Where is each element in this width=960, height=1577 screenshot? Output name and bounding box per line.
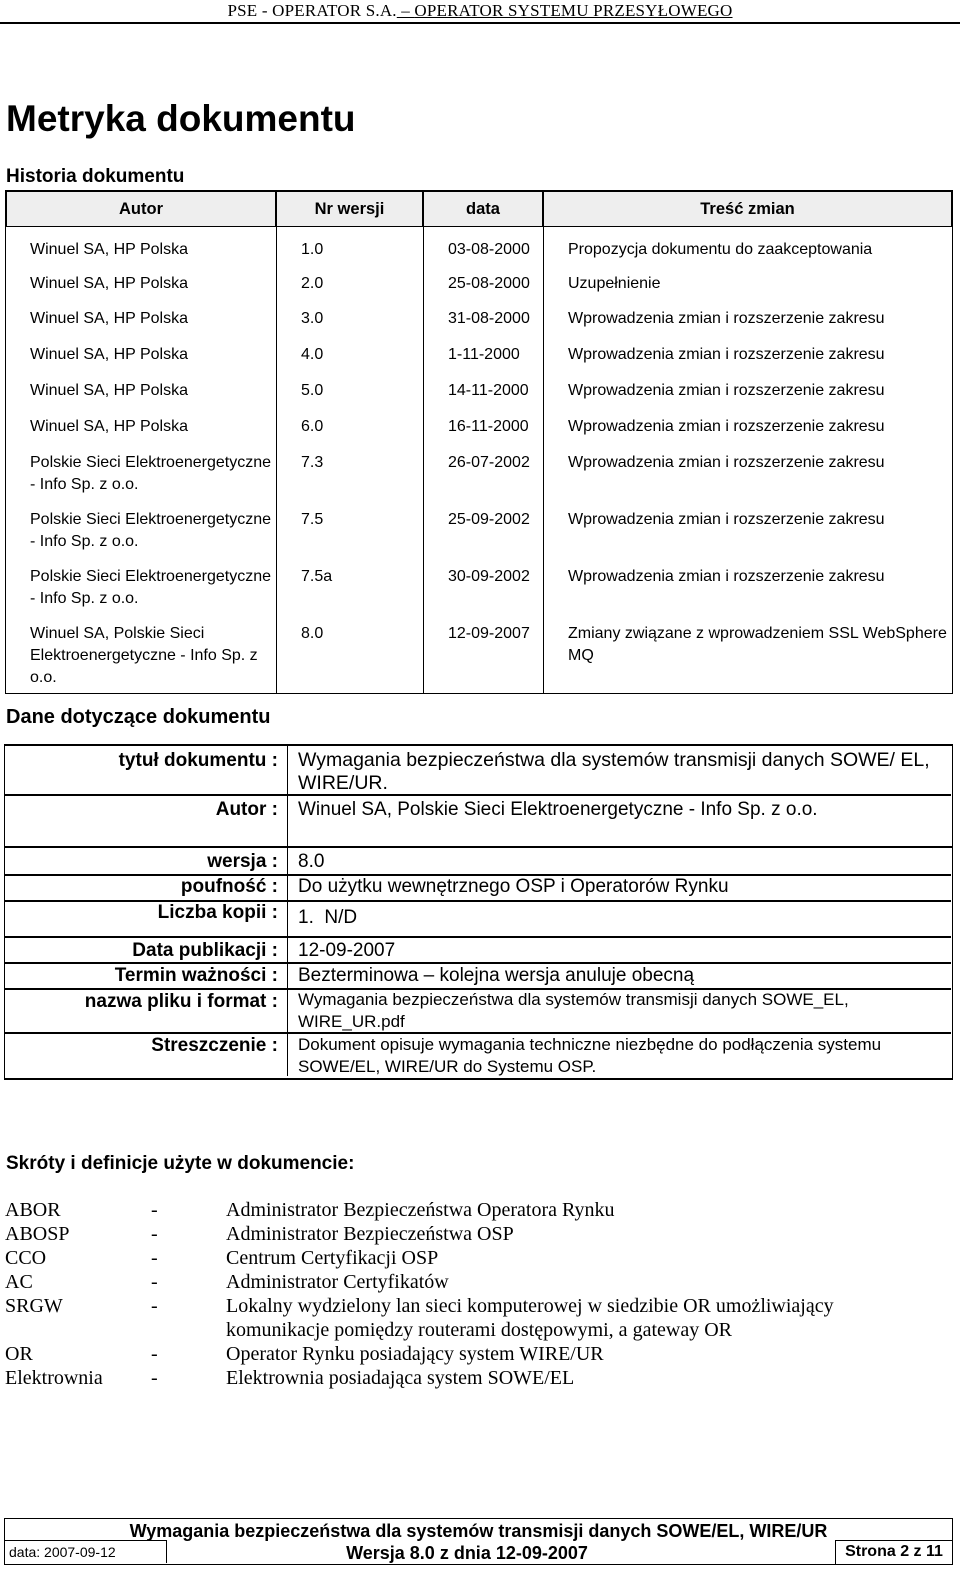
cell-author: Polskie Sieci Elektroenergetyczne - Info Sp. z o.o. (30, 568, 272, 607)
filename-value: Wymagania bezpieczeństwa dla systemów transmisji danych SOWE_EL, WIRE_UR.pdf (298, 990, 849, 1031)
header-company: PSE - OPERATOR S.A. (227, 1, 397, 20)
abbr-dash: - (151, 1223, 158, 1245)
cell-version: 2.0 (276, 265, 423, 300)
cell-version: 3.0 (276, 300, 423, 336)
abbr-dash: - (151, 1343, 158, 1365)
cell-author: Polskie Sieci Elektroenergetyczne - Info Sp. z o.o. (30, 511, 272, 550)
cell-changes: Uzupełnienie (543, 265, 952, 300)
cell-author: Winuel SA, HP Polska (30, 418, 188, 435)
cell-date: 31-08-2000 (423, 300, 543, 336)
confidentiality-value: Do użytku wewnętrznego OSP i Operatorów Rynku (298, 876, 729, 897)
abbr-dash: - (151, 1295, 158, 1317)
table-row (6, 336, 952, 372)
cell-changes: Wprowadzenia zmian i rozszerzenie zakresu (543, 408, 952, 444)
document-data-heading: Dane dotyczące dokumentu (6, 706, 271, 728)
footer-date: data: 2007-09-12 (5, 1540, 167, 1563)
cell-version: 7.5a (276, 558, 423, 615)
cell-version: 7.3 (276, 444, 423, 501)
cell-changes: Wprowadzenia zmian i rozszerzenie zakresu (543, 372, 952, 408)
table-row (6, 300, 952, 336)
abbr-definition: Administrator Bezpieczeństwa Operatora Rynku (226, 1199, 615, 1221)
cell-author: Polskie Sieci Elektroenergetyczne - Info Sp. z o.o. (30, 454, 272, 493)
col-header-date: data (423, 191, 543, 227)
table-row (6, 227, 952, 265)
table-row (6, 558, 952, 615)
footer-page-number: Strona 2 z 11 (835, 1540, 952, 1564)
cell-date: 14-11-2000 (423, 372, 543, 408)
abbr-dash: - (151, 1271, 158, 1293)
cell-version: 4.0 (276, 336, 423, 372)
cell-version: 6.0 (276, 408, 423, 444)
table-row (6, 372, 952, 408)
header-separator: – (396, 1, 415, 20)
cell-version: 7.5 (276, 501, 423, 558)
author-label: Autor : (215, 799, 278, 820)
cell-changes: Wprowadzenia zmian i rozszerzenie zakresu (543, 558, 952, 615)
version-label: wersja : (207, 851, 278, 872)
cell-changes: Propozycja dokumentu do zaakceptowania (543, 227, 952, 265)
table-row (6, 615, 952, 693)
abbr-term: CCO (5, 1247, 47, 1269)
abbr-term: OR (5, 1343, 33, 1365)
cell-changes: Wprowadzenia zmian i rozszerzenie zakresu (543, 444, 952, 501)
table-row (6, 408, 952, 444)
abbr-term: SRGW (5, 1295, 63, 1317)
col-header-author: Autor (6, 191, 276, 227)
abbr-term: ABOR (5, 1199, 61, 1221)
abbr-dash: - (151, 1199, 158, 1221)
divider (4, 794, 951, 796)
cell-author: Winuel SA, HP Polska (30, 382, 188, 399)
cell-author: Winuel SA, HP Polska (30, 275, 188, 292)
divider (4, 962, 951, 964)
abbr-definition: Administrator Certyfikatów (226, 1271, 449, 1293)
summary-label: Streszczenie : (151, 1035, 278, 1056)
cell-changes: Zmiany związane z wprowadzeniem SSL WebSphere MQ (543, 615, 952, 693)
col-header-version: Nr wersji (276, 191, 423, 227)
divider (287, 794, 288, 844)
header-text (0, 1, 960, 21)
title-value: Wymagania bezpieczeństwa dla systemów transmisji danych SOWE/ EL, WIRE/UR. (298, 749, 930, 794)
cell-date: 12-09-2007 (423, 615, 543, 693)
page-title: Metryka dokumentu (6, 98, 356, 139)
table-row (6, 265, 952, 300)
history-header-row (6, 191, 952, 227)
header-subtitle: OPERATOR SYSTEMU PRZESYŁOWEGO (414, 1, 733, 20)
cell-author: Winuel SA, HP Polska (30, 310, 188, 327)
title-label: tytuł dokumentu : (118, 750, 278, 771)
divider (287, 746, 288, 794)
summary-value: Dokument opisuje wymagania techniczne niezbędne do podłączenia systemu SOWE/EL, WIRE/UR do Systemu OSP. (298, 1035, 882, 1076)
cell-date: 25-08-2000 (423, 265, 543, 300)
footer-title: Wymagania bezpieczeństwa dla systemów transmisji danych SOWE/EL, WIRE/UR (129, 1521, 828, 1541)
abbreviations-heading: Skróty i definicje użyte w dokumencie: (6, 1153, 355, 1174)
cell-author: Winuel SA, HP Polska (30, 346, 188, 363)
cell-changes: Wprowadzenia zmian i rozszerzenie zakresu (543, 501, 952, 558)
divider (287, 844, 288, 1076)
table-row (6, 501, 952, 558)
divider (4, 900, 951, 902)
cell-version: 8.0 (276, 615, 423, 693)
version-value: 8.0 (298, 851, 325, 872)
cell-date: 03-08-2000 (423, 227, 543, 265)
cell-author: Winuel SA, HP Polska (30, 241, 188, 258)
abbr-term: ABOSP (5, 1223, 70, 1245)
copies-label: Liczba kopii : (157, 902, 278, 923)
col-header-changes: Treść zmian (543, 191, 952, 227)
table-row (6, 444, 952, 501)
cell-version: 5.0 (276, 372, 423, 408)
validity-value: Bezterminowa – kolejna wersja anuluje obecną (298, 965, 695, 986)
cell-date: 30-09-2002 (423, 558, 543, 615)
abbr-dash: - (151, 1247, 158, 1269)
page-header (0, 0, 960, 24)
page-footer (4, 1518, 953, 1565)
cell-version: 1.0 (276, 227, 423, 265)
footer-version: Wersja 8.0 z dnia 12-09-2007 (346, 1543, 588, 1563)
cell-author: Winuel SA, Polskie Sieci Elektroenergetyczne - Info Sp. z o.o. (30, 625, 258, 686)
pubdate-label: Data publikacji : (132, 940, 278, 961)
abbr-definition: Operator Rynku posiadający system WIRE/UR (226, 1343, 604, 1365)
abbr-term: AC (5, 1271, 33, 1293)
divider (4, 936, 951, 938)
validity-label: Termin ważności : (114, 965, 278, 986)
document-details-box (4, 844, 953, 1080)
abbr-definition: Lokalny wydzielony lan sieci komputerowej w siedzibie OR umożliwiający komunikacje pomiędzy routerami dostępowymi, a gateway OR (226, 1295, 834, 1341)
filename-label: nazwa pliku i format : (84, 991, 278, 1012)
document-title-box (4, 744, 953, 848)
author-value: Winuel SA, Polskie Sieci Elektroenergetyczne - Info Sp. z o.o. (298, 799, 818, 820)
abbr-dash: - (151, 1367, 158, 1389)
history-heading: Historia dokumentu (6, 166, 185, 187)
cell-date: 16-11-2000 (423, 408, 543, 444)
abbr-definition: Administrator Bezpieczeństwa OSP (226, 1223, 514, 1245)
cell-date: 1-11-2000 (423, 336, 543, 372)
cell-date: 26-07-2002 (423, 444, 543, 501)
abbr-definition: Centrum Certyfikacji OSP (226, 1247, 439, 1269)
cell-changes: Wprowadzenia zmian i rozszerzenie zakresu (543, 336, 952, 372)
confidentiality-label: poufność : (180, 876, 278, 897)
abbr-definition: Elektrownia posiadająca system SOWE/EL (226, 1367, 575, 1389)
copies-value: 1. N/D (298, 907, 358, 928)
cell-changes: Wprowadzenia zmian i rozszerzenie zakresu (543, 300, 952, 336)
history-table (5, 190, 953, 694)
cell-date: 25-09-2002 (423, 501, 543, 558)
pubdate-value: 12-09-2007 (298, 940, 396, 961)
abbr-term: Elektrownia (5, 1367, 103, 1389)
